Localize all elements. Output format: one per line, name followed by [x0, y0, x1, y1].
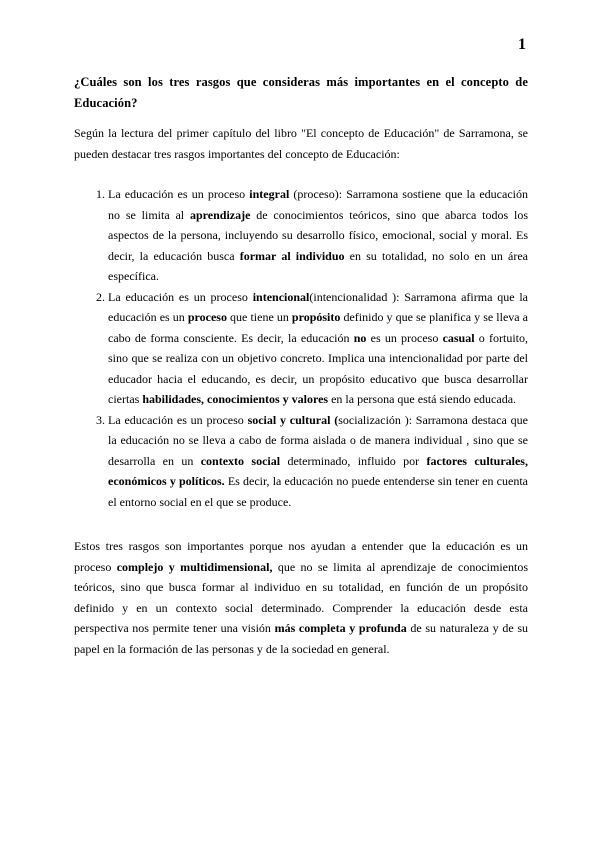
bold-text: no — [353, 330, 367, 345]
bold-text: factores culturales, económicos y políticos. — [108, 453, 528, 488]
bold-text: habilidades, conocimientos y valores — [142, 392, 329, 406]
bold-text: social y cultural ( — [247, 412, 339, 427]
list-item — [108, 410, 528, 513]
text-run: que no se limita al aprendizaje de conocimientos teóricos, sino que busca formar al individuo en su totalidad, en función de un propósito definido y en un contexto social determinado. Comprender la educación desde esta perspectiva nos permite tener una visión — [74, 559, 528, 635]
text-run: de su naturaleza y de su papel en la formación de las personas y de la sociedad en general. — [74, 621, 528, 656]
bold-text: proceso — [187, 310, 227, 324]
bold-text: más completa y profunda — [274, 621, 407, 635]
bold-text: integral — [249, 187, 290, 201]
list-item — [108, 287, 528, 410]
bold-text: contexto social — [200, 453, 281, 468]
closing-paragraph — [74, 536, 528, 659]
bold-text: aprendizaje — [189, 207, 251, 222]
text-run: o fortuito, sino que se realiza con un objetivo concreto. Implica una intencionalidad por parte del educador hacia el educando, es decir, un propósito educativo que busca desarrollar ciertas — [108, 330, 528, 406]
text-run: que tiene un — [226, 310, 292, 324]
text-run: definido y que se planifica y se lleva a cabo de forma consciente. Es decir, la educación — [108, 310, 528, 345]
text-run: La educación es un proceso — [108, 187, 250, 201]
text-run: de conocimientos teóricos, sino que abarca todos los aspectos de la persona, incluyendo su desarrollo físico, emocional, social y moral. Es decir, la educación busca — [108, 207, 529, 263]
intro-paragraph: Según la lectura del primer capítulo del libro "El concepto de Educación" de Sarramona, se pueden destacar tres rasgos importantes del concepto de Educación: — [74, 126, 528, 161]
bold-text: casual — [442, 330, 475, 345]
text-run: (intencionalidad ): Sarramona afirma que la educación es un — [108, 289, 529, 324]
text-run: La educación es un proceso — [108, 289, 253, 304]
text-run: determinado, influido por — [280, 453, 427, 468]
question-heading: ¿Cuáles son los tres rasgos que consideras más importantes en el concepto de Educación? — [74, 75, 528, 110]
page-number: 1 — [518, 36, 526, 53]
document-body — [74, 72, 528, 659]
text-run: en la persona que está siendo educada. — [328, 392, 517, 406]
traits-list — [74, 184, 528, 512]
list-item — [108, 184, 528, 287]
text-run: socialización ): Sarramona destaca que la educación no se lleva a cabo de forma aislada o de manera individual , sino que se desarrolla en un — [108, 412, 529, 468]
text-run: La educación es un proceso — [108, 412, 248, 427]
text-run: Es decir, la educación no puede entenderse sin tener en cuenta el entorno social en el que se produce. — [108, 474, 528, 509]
text-run: es un proceso — [366, 330, 443, 345]
bold-text: formar al individuo — [239, 248, 345, 263]
text-run: Estos tres rasgos son importantes porque nos ayudan a entender que la educación es un proceso — [74, 539, 528, 574]
bold-text: complejo y multidimensional, — [116, 559, 273, 574]
text-run: (proceso): Sarramona sostiene que la educación no se limita al — [108, 187, 528, 222]
bold-text: intencional — [252, 289, 310, 304]
bold-text: propósito — [291, 310, 341, 324]
text-run: en su totalidad, no solo en un área específica. — [108, 248, 528, 283]
